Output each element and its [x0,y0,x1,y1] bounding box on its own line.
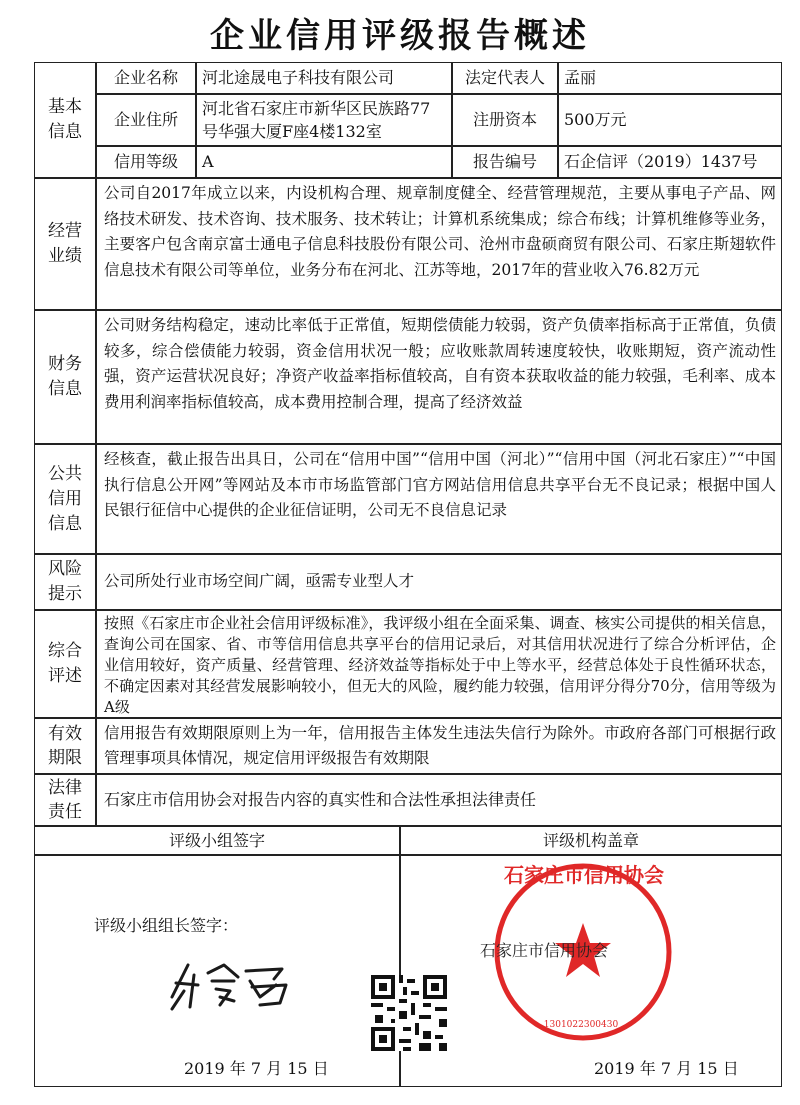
grade-label: 信用等级 [113,152,178,171]
finance-label: 财务信息 [48,354,82,399]
qr-code [371,975,447,1051]
sign-header-left: 评级小组签字 [168,831,265,850]
validity-text: 信用报告有效期限原则上为一年，信用报告主体发生违法失信行为除外。市政府各部门可根据行政管理事项具体情况，规定信用评级报告有效期限 [104,724,776,767]
capital-value: 500万元 [564,110,627,129]
review-text: 按照《石家庄市企业社会信用评级标准》，我评级小组在全面采集、调查、核实公司提供的相关信息，查询公司在国家、省、市等信用信息共享平台的信用记录后，对其信用状况进行了综合分析评估，企业信用较好，资产质量、经营管理、经济效益等指标处于中上等水平，经营总体处于良性循环状态，不确定因素对其经营发展影响较小，但无大的风险，履约能力较强，信用评分得分70分，信用等级为A级 [104,614,776,716]
seal-arc-text: 石家庄市信用协会 [504,863,664,887]
business-text: 公司自2017年成立以来，内设机构合理、规章制度健全、经营管理规范，主要从事电子产品、网络技术研发、技术咨询、技术服务、技术转让；计算机系统集成；综合布线；计算机维修等业务，主要客户包含南京富士通电子信息科技股份有限公司、沧州市盘硕商贸有限公司、石家庄斯翅软件信息技术有限公司等单位，业务分布在河北、江苏等地，2017年的营业收入76.82万元 [104,184,776,279]
address-value: 河北省石家庄市新华区民族路77号华强大厦F座4楼132室 [202,99,431,141]
capital-label: 注册资本 [472,110,537,129]
legal-rep-value: 孟丽 [564,68,597,87]
company-name-label: 企业名称 [113,68,178,87]
report-no-value: 石企信评（2019）1437号 [564,152,758,171]
legal-text: 石家庄市信用协会对报告内容的真实性和合法性承担法律责任 [104,790,537,810]
sign-header-right: 评级机构盖章 [542,831,639,850]
finance-text: 公司财务结构稳定，速动比率低于正常值，短期偿债能力较弱，资产负债率指标高于正常值，负债较多，综合偿债能力较弱，资金信用状况一般；应收账款周转速度较快，收账期短，资产流动性强，资产运营状况良好；净资产收益率指标值较高，自有资本获取收益的能力较强，毛利率、成本费用利润率指标值较高，成本费用控制合理，提高了经济效益 [104,316,776,411]
right-sign-date: 2019 年 7 月 15 日 [594,1059,739,1078]
validity-label: 有效期限 [48,724,82,768]
handwritten-signature [164,957,304,1017]
report-table [34,62,782,1087]
basic-section-label: 基本信息 [48,97,82,142]
leader-sign-label: 评级小组组长签字： [94,916,239,935]
legal-label: 法律责任 [48,778,82,822]
org-name: 石家庄市信用协会 [480,941,609,960]
review-label: 综合评述 [48,641,82,686]
company-name-value: 河北途晟电子科技有限公司 [202,68,395,87]
risk-text: 公司所处行业市场空间广阔，亟需专业型人才 [104,572,415,591]
left-sign-date: 2019 年 7 月 15 日 [184,1059,329,1078]
risk-label: 风险提示 [48,559,82,604]
page-title: 企业信用评级报告概述 [210,16,590,56]
legal-rep-label: 法定代表人 [464,68,545,87]
business-label: 经营业绩 [48,221,82,266]
public-credit-label: 公共信用信息 [48,463,82,534]
report-no-label: 报告编号 [472,152,537,171]
grade-value: A [202,152,214,171]
seal-code: 1301022300430 [543,1020,619,1030]
public-credit-text: 经核查，截止报告出具日，公司在“信用中国”“信用中国（河北）”“信用中国（河北石家庄）”“中国执行信息公开网”等网站及本市市场监管部门官方网站信用信息共享平台无不良记录；根据中国人民银行征信中心提供的企业征信证明，公司无不良信息记录 [104,450,776,520]
address-label: 企业住所 [113,110,178,129]
